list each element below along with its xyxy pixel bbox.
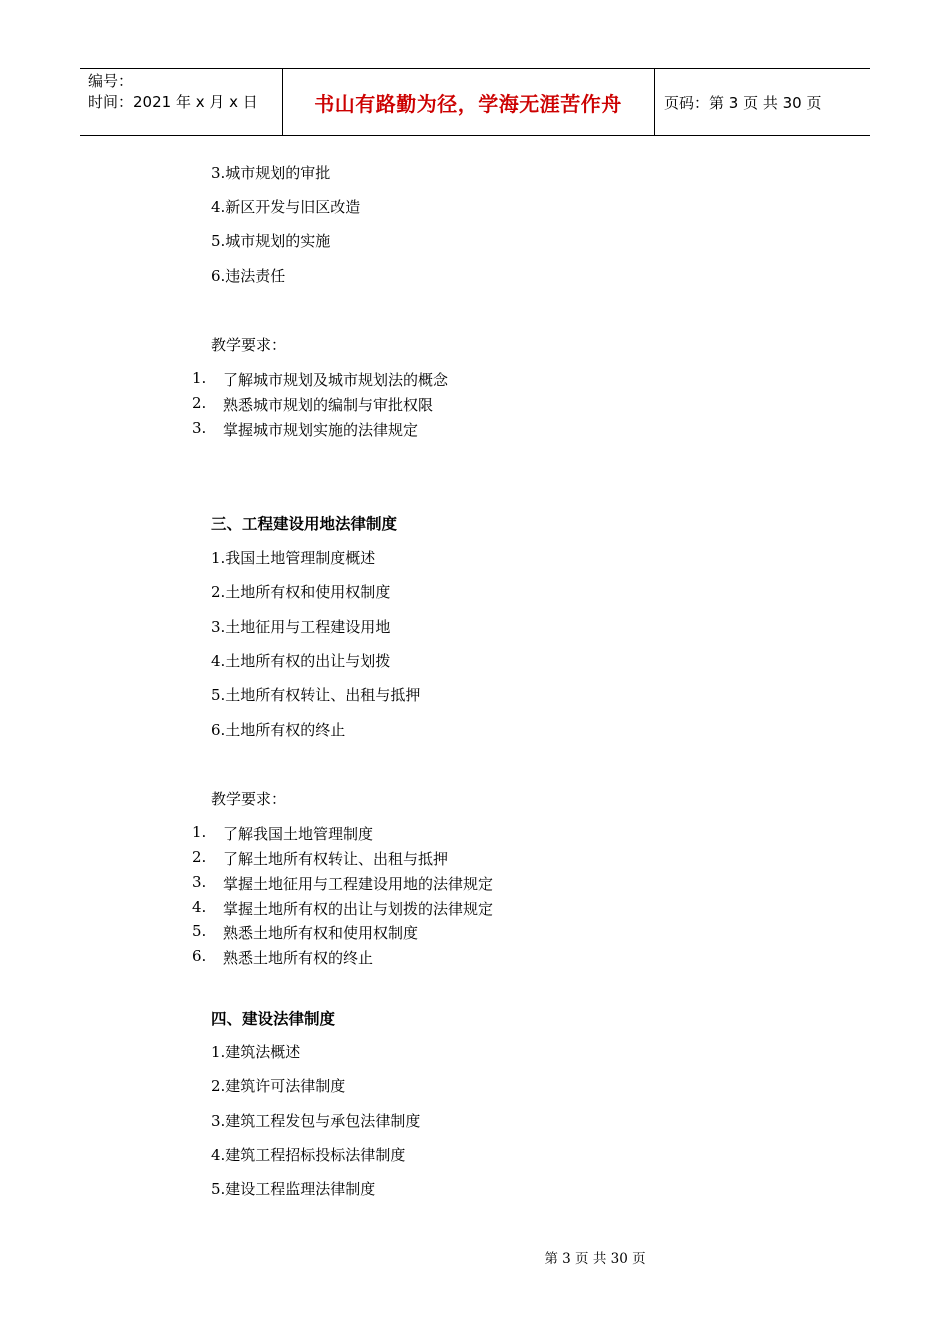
req-text: 掌握城市规划实施的法律规定 — [223, 421, 419, 439]
req-text: 了解我国土地管理制度 — [223, 825, 374, 843]
header-meta — [88, 71, 283, 113]
req-text: 了解城市规划及城市规划法的概念 — [223, 371, 449, 389]
time-label: 时间：2021 年 x 月 x 日 — [88, 93, 258, 111]
list-item: 5.城市规划的实施 — [211, 232, 331, 250]
req-number: 3. — [192, 419, 207, 437]
teaching-requirements-label: 教学要求： — [211, 336, 287, 354]
req-text: 掌握土地征用与工程建设用地的法律规定 — [223, 875, 494, 893]
req-number: 4. — [192, 898, 207, 916]
list-item: 1.我国土地管理制度概述 — [211, 549, 376, 567]
list-item: 4.新区开发与旧区改造 — [211, 198, 361, 216]
list-item: 5.土地所有权转让、出租与抵押 — [211, 686, 421, 704]
req-number: 6. — [192, 947, 207, 965]
header-page-info: 页码：第 3 页 共 30 页 — [664, 93, 822, 112]
list-item: 4.土地所有权的出让与划拨 — [211, 652, 391, 670]
page-footer: 第 3 页 共 30 页 — [544, 1251, 646, 1267]
req-number: 1. — [192, 823, 207, 841]
req-text: 熟悉城市规划的编制与审批权限 — [223, 396, 434, 414]
list-item: 6.违法责任 — [211, 267, 286, 285]
section-heading: 四、建设法律制度 — [211, 1010, 336, 1028]
req-number: 2. — [192, 848, 207, 866]
req-text: 了解土地所有权转让、出租与抵押 — [223, 850, 449, 868]
header-divider-right — [654, 69, 655, 135]
req-text: 熟悉土地所有权的终止 — [223, 949, 374, 967]
list-item: 2.土地所有权和使用权制度 — [211, 583, 391, 601]
list-item: 1.建筑法概述 — [211, 1043, 301, 1061]
list-item: 3.建筑工程发包与承包法律制度 — [211, 1112, 421, 1130]
list-item: 6.土地所有权的终止 — [211, 721, 346, 739]
req-text: 掌握土地所有权的出让与划拨的法律规定 — [223, 900, 494, 918]
list-item: 2.建筑许可法律制度 — [211, 1077, 346, 1095]
list-item: 4.建筑工程招标投标法律制度 — [211, 1146, 406, 1164]
list-item: 3.城市规划的审批 — [211, 164, 331, 182]
header-motto: 书山有路勤为径，学海无涯苦作舟 — [314, 91, 622, 116]
req-number: 3. — [192, 873, 207, 891]
serial-label: 编号： — [88, 72, 134, 90]
teaching-requirements-label: 教学要求： — [211, 790, 287, 808]
page-header — [80, 68, 870, 136]
req-number: 1. — [192, 369, 207, 387]
list-item: 5.建设工程监理法律制度 — [211, 1180, 376, 1198]
req-number: 2. — [192, 394, 207, 412]
section-heading: 三、工程建设用地法律制度 — [211, 515, 398, 533]
req-number: 5. — [192, 922, 207, 940]
req-text: 熟悉土地所有权和使用权制度 — [223, 924, 419, 942]
list-item: 3.土地征用与工程建设用地 — [211, 618, 391, 636]
